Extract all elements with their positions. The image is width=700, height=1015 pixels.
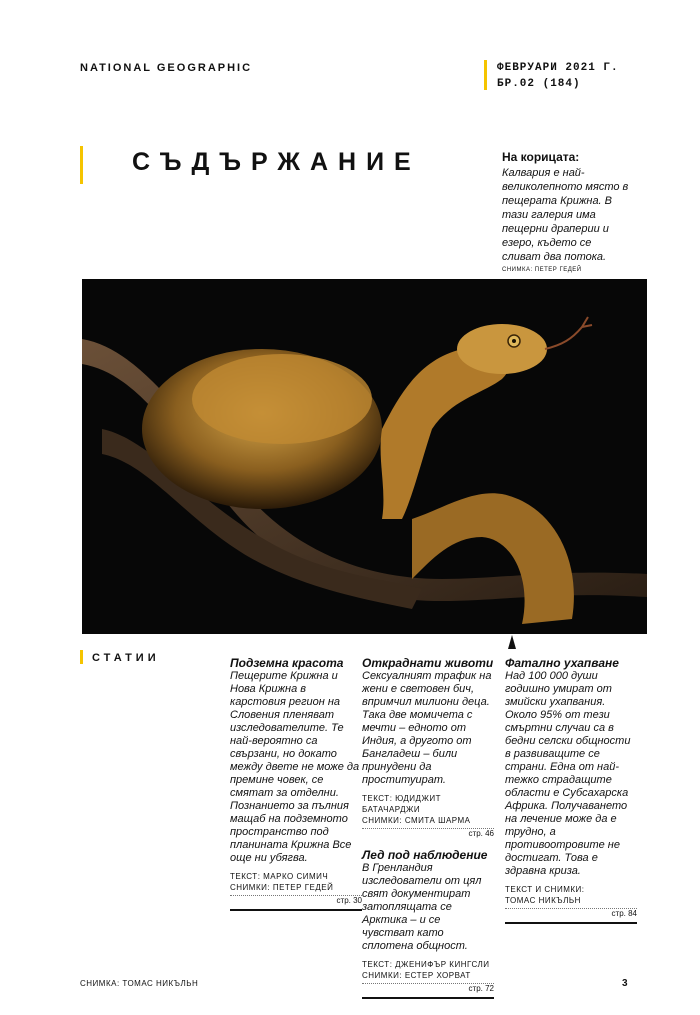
article-credit-text: ТЕКСТ: МАРКО СИМИЧ — [230, 872, 329, 881]
article-body: Пещерите Крижна и Нова Крижна в карстовия регион на Словения пленяват изследователите. Те най-вероятно са свързани, но докато между двете не може да премине човек, се смятат за отделни. Познанието за пълния мащаб на подземното пространство под планината Крижна Все още ни убягва. — [230, 670, 360, 864]
title-accent-bar — [80, 146, 83, 184]
article-column-3 — [505, 656, 637, 924]
section-title: СТАТИИ — [92, 652, 160, 664]
article-body: В Гренландия изследователи от цял свят документират затоплящата се Арктика – и се чувстват като сплотена общност. — [362, 862, 482, 952]
article-page-ref[interactable]: стр. 72 — [362, 983, 494, 993]
article-heading[interactable]: Фатално ухапване — [505, 656, 619, 670]
article-page-ref[interactable]: стр. 46 — [362, 828, 494, 838]
article-credit-photo: СНИМКИ: СМИТА ШАРМА — [362, 816, 471, 825]
issue-accent-bar — [484, 60, 487, 90]
article-column-1 — [230, 656, 362, 911]
article-body: Сексуалният трафик на жени е световен бич, впримчил милиони деца. Така две момичета с мечти – едното от Индия, а другото от Бангладеш – били принудени да проституират. — [362, 670, 492, 786]
article-body: Над 100 000 души годишно умират от змийски ухапвания. Около 95% от тези смъртни случаи са в бедни селски общности в развиващите се страни. Една от най-тежко страдащите области е Субсахарска Африка. Получаването на лечение може да е трудно, а противоотровите не достигат. Това е здравна криза. — [505, 670, 631, 877]
snake-illustration — [82, 279, 647, 634]
article-credit-text: ТЕКСТ: ДЖЕНИФЪР КИНГСЛИ — [362, 960, 490, 969]
arrow-marker-icon — [508, 635, 516, 649]
issue-info — [497, 60, 619, 92]
section-accent-bar — [80, 650, 83, 664]
page-title: СЪДЪРЖАНИЕ — [132, 148, 421, 176]
cover-caption — [502, 150, 632, 273]
article-credit-photo: ТОМАС НИКЪЛЬН — [505, 896, 581, 905]
snake-photo — [82, 279, 647, 634]
cover-heading: На корицата: — [502, 150, 580, 164]
cover-text: Калвария е най-великолепното място в пещерата Крижна. В тази галерия има пещерни драперии и езеро, където се сливат два потока. — [502, 167, 629, 263]
column-divider — [505, 922, 637, 924]
article-credit-photo: СНИМКИ: ПЕТЕР ГЕДЕЙ — [230, 883, 334, 892]
column-divider — [362, 997, 494, 999]
brand-name: NATIONAL GEOGRAPHIC — [80, 62, 253, 74]
article-column-2 — [362, 656, 494, 999]
article-page-ref[interactable]: стр. 84 — [505, 908, 637, 918]
issue-date: ФЕВРУАРИ 2021 Г. — [497, 62, 619, 74]
article-credit-text: ТЕКСТ: ЮДИДЖИТ БАТАЧАРДЖИ — [362, 794, 441, 814]
article-heading[interactable]: Лед под наблюдение — [362, 848, 488, 862]
article-credit-text: ТЕКСТ И СНИМКИ: — [505, 885, 585, 894]
page-number: 3 — [622, 978, 628, 989]
column-divider — [230, 909, 362, 911]
footer-photo-credit: СНИМКА: ТОМАС НИКЪЛЬН — [80, 979, 199, 988]
cover-credit: СНИМКА: ПЕТЕР ГЕДЕЙ — [502, 267, 582, 273]
article-credit-photo: СНИМКИ: ЕСТЕР ХОРВАТ — [362, 971, 471, 980]
issue-number: БР.02 (184) — [497, 78, 581, 90]
article-page-ref[interactable]: стр. 30 — [230, 895, 362, 905]
article-heading[interactable]: Подземна красота — [230, 656, 344, 670]
article-heading[interactable]: Откраднати животи — [362, 656, 494, 670]
